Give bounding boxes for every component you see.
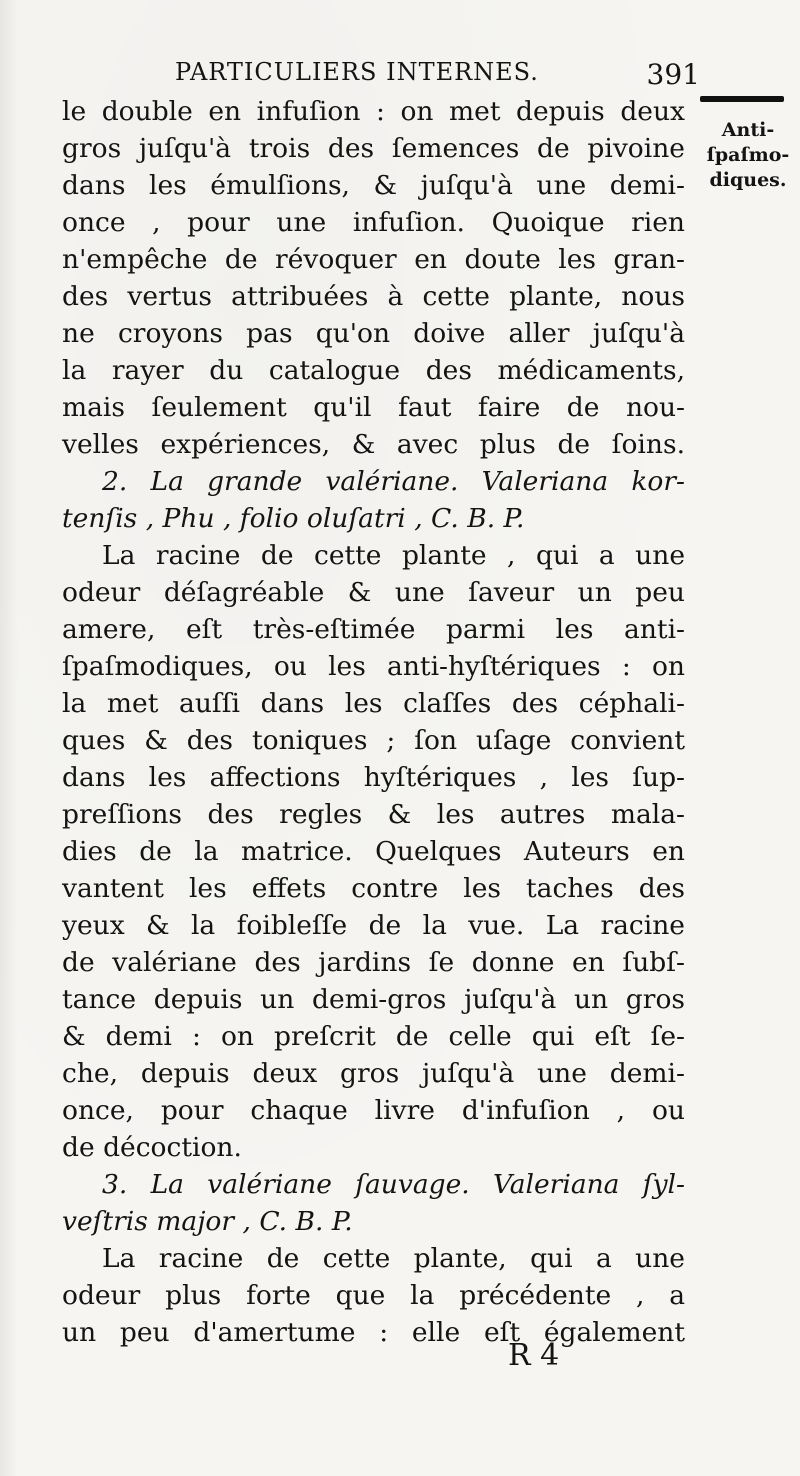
margin-rule — [700, 96, 784, 102]
text-line: la met auſſi dans les claſſes des céphali- — [62, 688, 685, 719]
text-line: velles expériences, & avec plus de ſoins. — [62, 429, 685, 460]
text-line: des vertus attribuées à cette plante, nous — [62, 281, 685, 312]
text-line: once, pour chaque livre d'infuſion , ou — [62, 1095, 685, 1126]
species-heading-line: veſtris major , C. B. P. — [62, 1206, 353, 1237]
text-line: le double en infuſion : on met depuis deux — [62, 96, 685, 127]
species-heading-line: 2. La grande valériane. Valeriana kor- — [102, 466, 685, 497]
text-line: n'empêche de révoquer en doute les gran- — [62, 244, 685, 275]
page-header — [60, 58, 700, 98]
text-line: amere, eſt très-eſtimée parmi les anti- — [62, 614, 685, 645]
signature-mark: R 4 — [508, 1338, 560, 1373]
text-line: once , pour une infuſion. Quoique rien — [62, 207, 685, 238]
text-line: ſpaſmodiques, ou les anti-hyſtériques : on — [62, 651, 685, 682]
text-line: che, depuis deux gros juſqu'à une demi- — [62, 1058, 685, 1089]
margin-note-line: Anti- — [721, 119, 775, 141]
text-line: preſſions des regles & les autres mala- — [62, 799, 685, 830]
text-line: yeux & la foibleſſe de la vue. La racine — [62, 910, 685, 941]
text-line: gros juſqu'à trois des ſemences de pivoine — [62, 133, 685, 164]
species-heading-line: 3. La valériane ſauvage. Valeriana ſyl- — [102, 1169, 685, 1200]
text-line: & demi : on preſcrit de celle qui eſt ſe- — [62, 1021, 685, 1052]
margin-note — [700, 118, 796, 193]
text-line: dies de la matrice. Quelques Auteurs en — [62, 836, 685, 867]
text-line: La racine de cette plante, qui a une — [102, 1243, 685, 1274]
text-line: dans les émulſions, & juſqu'à une demi- — [62, 170, 685, 201]
text-line: vantent les effets contre les taches des — [62, 873, 685, 904]
text-line: de valériane des jardins ſe donne en ſubſ- — [62, 947, 685, 978]
text-line: ne croyons pas qu'on doive aller juſqu'à — [62, 318, 685, 349]
text-line: de décoction. — [62, 1132, 242, 1163]
text-line: mais ſeulement qu'il faut faire de nou- — [62, 392, 685, 423]
text-line: un peu d'amertume : elle eſt également — [62, 1317, 685, 1348]
species-heading-line: tenſis , Phu , folio oluſatri , C. B. P. — [62, 503, 525, 534]
text-line: La racine de cette plante , qui a une — [102, 540, 685, 571]
margin-note-line: ſpaſmo- — [706, 144, 790, 166]
running-title: PARTICULIERS INTERNES. — [175, 58, 539, 86]
body-text — [62, 93, 685, 1351]
margin-note-line: diques. — [709, 169, 787, 191]
page-number: 391 — [646, 58, 700, 91]
text-line: dans les affections hyſtériques , les ſup- — [62, 762, 685, 793]
text-line: odeur plus forte que la précédente , a — [62, 1280, 685, 1311]
text-line: tance depuis un demi-gros juſqu'à un gros — [62, 984, 685, 1015]
text-line: la rayer du catalogue des médicaments, — [62, 355, 685, 386]
text-line: ques & des toniques ; ſon uſage convient — [62, 725, 685, 756]
text-line: odeur déſagréable & une ſaveur un peu — [62, 577, 685, 608]
